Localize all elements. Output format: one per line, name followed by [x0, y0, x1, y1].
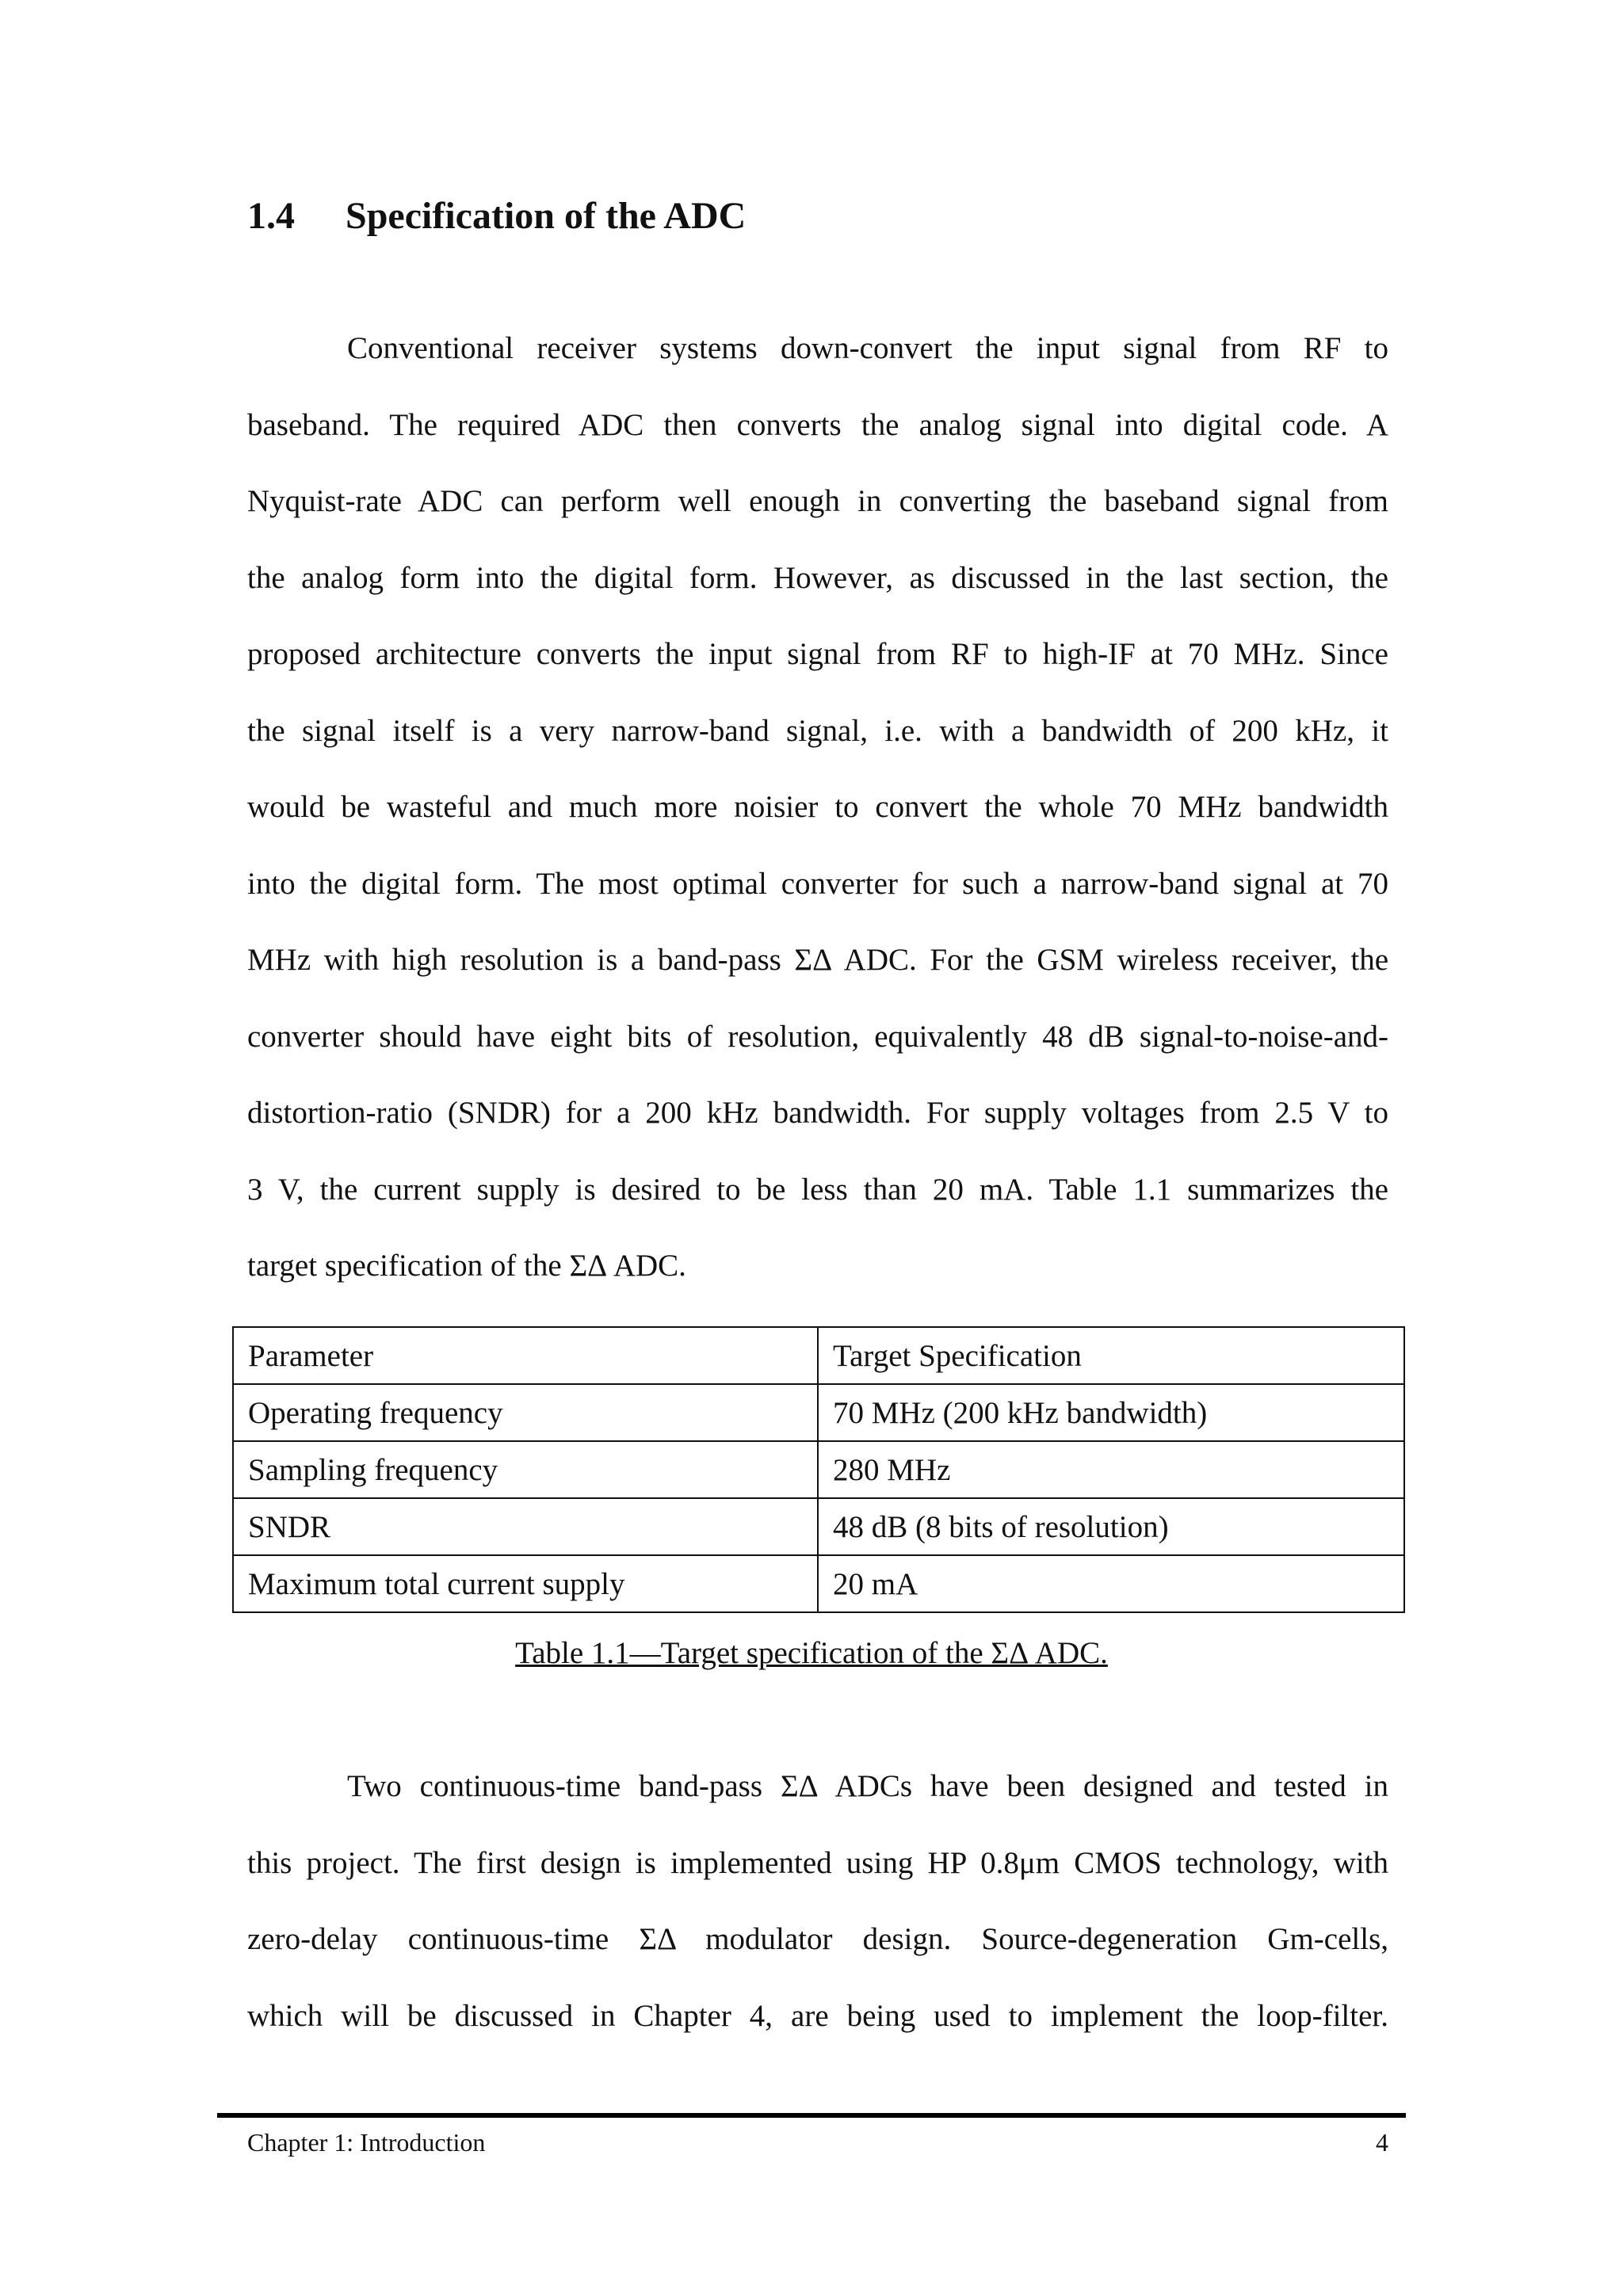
paragraph-line: target specification of the ΣΔ ADC.: [247, 1249, 686, 1283]
paragraph-line: distortion-ratio (SNDR) for a 200 kHz bandwidth. For supply voltages from 2.5 V to: [247, 1096, 1388, 1130]
table-cell: Sampling frequency: [233, 1441, 818, 1498]
paragraph-line: which will be discussed in Chapter 4, are being used to implement the loop-filter.: [247, 1998, 1388, 2033]
table-caption: Table 1.1—Target specification of the ΣΔ ADC.: [515, 1636, 1108, 1670]
paragraph-line: Conventional receiver systems down-convert the input signal from RF to: [347, 331, 1388, 365]
paragraph-line: the signal itself is a very narrow-band signal, i.e. with a bandwidth of 200 kHz, it: [247, 713, 1388, 748]
section-number: 1.4: [247, 195, 295, 237]
paragraph-line: Nyquist-rate ADC can perform well enough in converting the baseband signal from: [247, 484, 1388, 518]
paragraph-line: proposed architecture converts the input signal from RF to high-IF at 70 MHz. Since: [247, 637, 1388, 671]
page-number: 4: [1376, 2128, 1388, 2157]
paragraph-line: baseband. The required ADC then converts the analog signal into digital code. A: [247, 407, 1388, 442]
paragraph-line: zero-delay continuous-time ΣΔ modulator design. Source-degeneration Gm-cells,: [247, 1922, 1388, 1956]
paragraph-line: would be wasteful and much more noisier to convert the whole 70 MHz bandwidth: [247, 790, 1388, 824]
paragraph-line: MHz with high resolution is a band-pass ΣΔ ADC. For the GSM wireless receiver, the: [247, 943, 1388, 977]
table-cell: Operating frequency: [233, 1384, 818, 1441]
table-header-cell: Target Specification: [818, 1327, 1404, 1384]
paragraph-line: into the digital form. The most optimal converter for such a narrow-band signal at 70: [247, 866, 1388, 901]
table-cell: SNDR: [233, 1498, 818, 1555]
table-cell: 70 MHz (200 kHz bandwidth): [818, 1384, 1404, 1441]
table-header-row: [233, 1327, 1404, 1384]
table-cell: Maximum total current supply: [233, 1555, 818, 1612]
paragraph-line: converter should have eight bits of resolution, equivalently 48 dB signal-to-noise-and-: [247, 1019, 1388, 1054]
specification-table: [232, 1326, 1405, 1613]
section-title: Specification of the ADC: [346, 195, 747, 237]
table-row: [233, 1555, 1404, 1612]
table-row: [233, 1498, 1404, 1555]
table-header-cell: Parameter: [233, 1327, 818, 1384]
table-row: [233, 1384, 1404, 1441]
section-heading: [247, 194, 746, 238]
paragraph-line: Two continuous-time band-pass ΣΔ ADCs have been designed and tested in: [347, 1769, 1388, 1803]
paragraph-line: this project. The first design is implemented using HP 0.8μm CMOS technology, with: [247, 1845, 1388, 1880]
footer-chapter: Chapter 1: Introduction: [247, 2128, 486, 2157]
table-row: [233, 1441, 1404, 1498]
table-cell: 48 dB (8 bits of resolution): [818, 1498, 1404, 1555]
table-cell: 20 mA: [818, 1555, 1404, 1612]
table-cell: 280 MHz: [818, 1441, 1404, 1498]
paragraph-2: [247, 1749, 1388, 2054]
paragraph-line: the analog form into the digital form. However, as discussed in the last section, the: [247, 560, 1388, 595]
paragraph-line: 3 V, the current supply is desired to be less than 20 mA. Table 1.1 summarizes the: [247, 1172, 1388, 1207]
paragraph-1: [247, 311, 1388, 1305]
footer-rule: [217, 2113, 1406, 2118]
